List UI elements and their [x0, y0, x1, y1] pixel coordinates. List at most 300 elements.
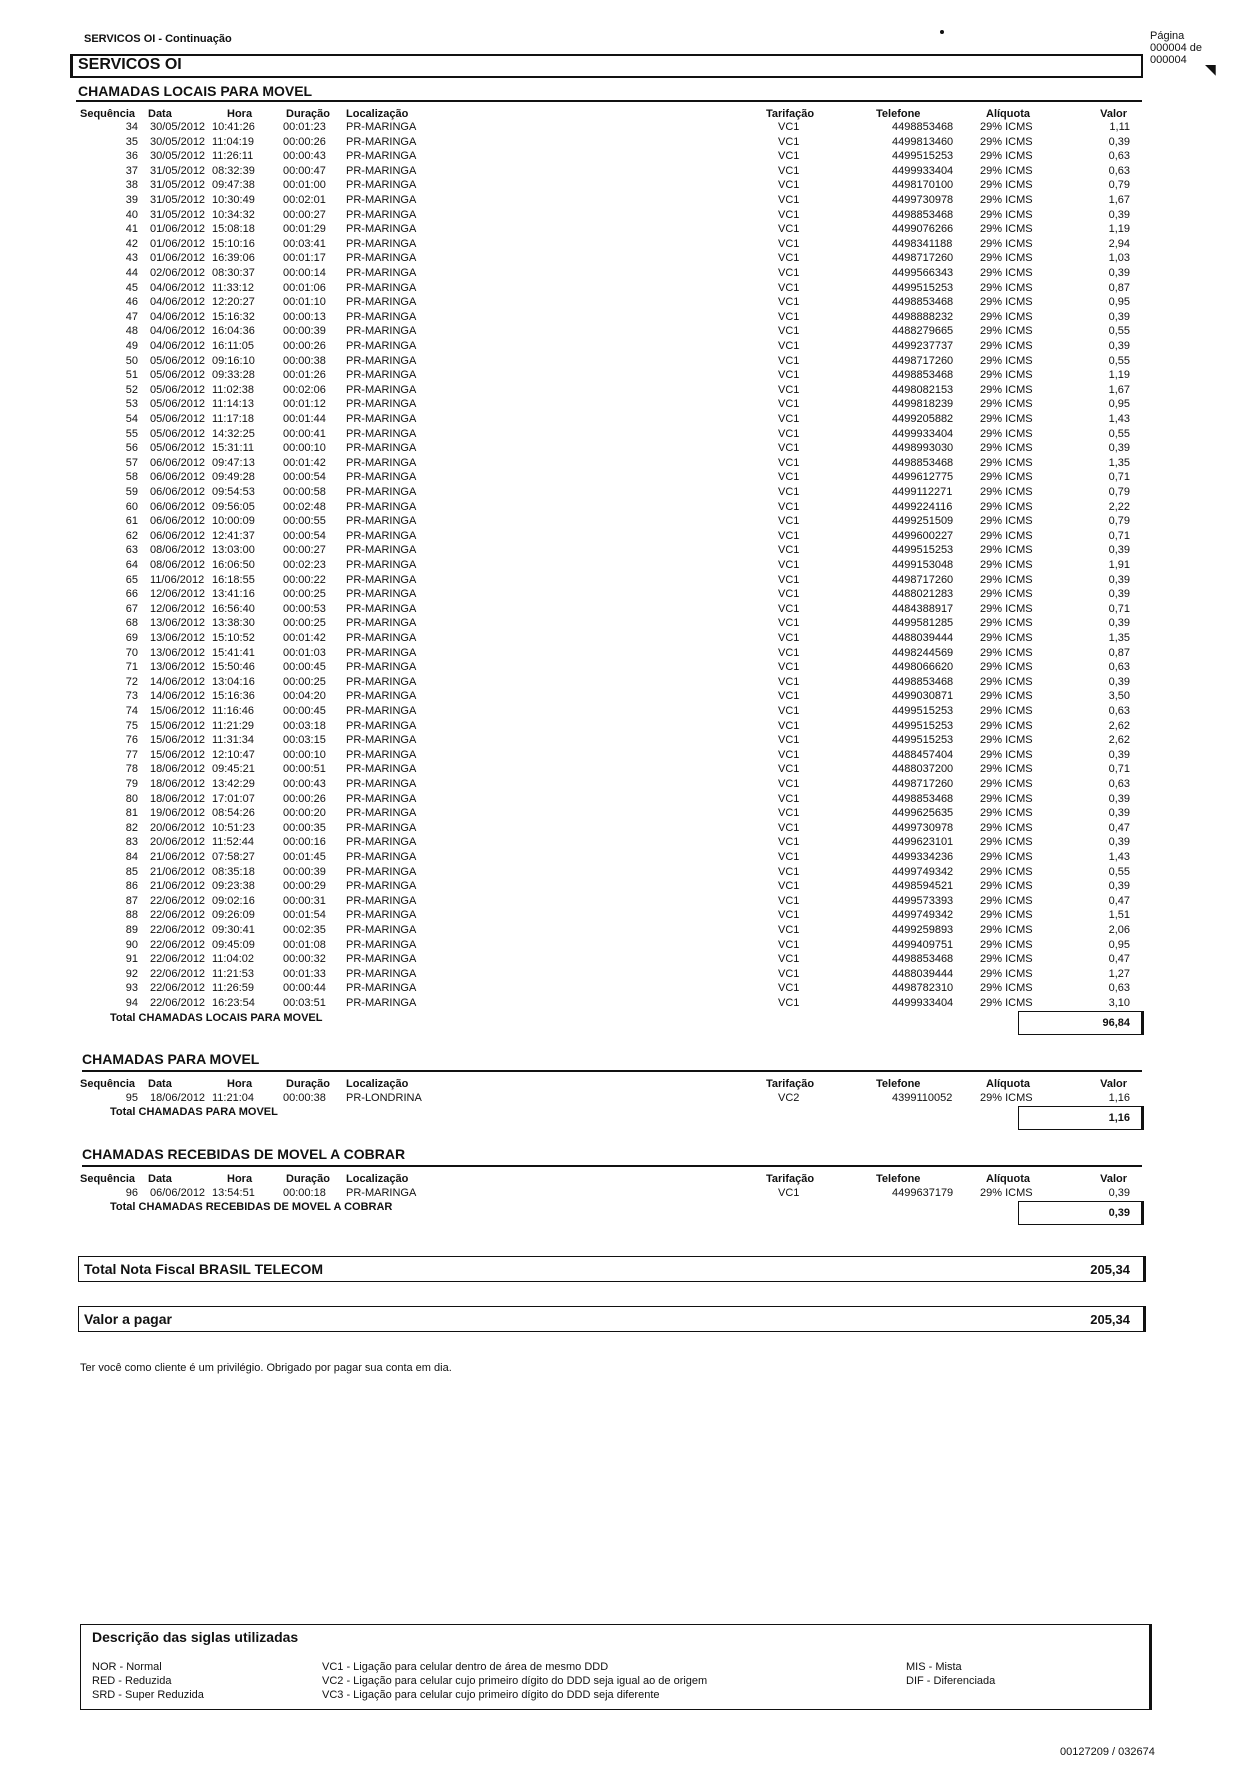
date-cell: 04/06/2012: [150, 310, 206, 323]
tariff-cell: VC1: [778, 646, 800, 659]
total-value-movel: 1,16: [1108, 1112, 1130, 1124]
rate-cell: 29% ICMS: [980, 223, 1033, 236]
phone-cell: 4499515253: [892, 705, 954, 717]
duration-cell: 00:00:35: [283, 821, 326, 834]
legend-item: MIS - Mista: [906, 1661, 962, 1673]
duration-cell: 00:00:39: [283, 325, 326, 338]
duration-cell: 00:00:16: [283, 836, 326, 849]
date-cell: 30/05/2012: [150, 121, 206, 133]
date-cell: 31/05/2012: [150, 194, 206, 206]
seq-cell: 48: [125, 325, 138, 338]
thanks-message: Ter você como cliente é um privilégio. Obrigado por pagar sua conta em dia.: [80, 1362, 452, 1374]
value-cell: 0,63: [1108, 661, 1130, 674]
seq-cell: 41: [125, 223, 138, 236]
table-row: [0, 165, 1252, 177]
column-header-duration: Duração: [286, 1173, 331, 1185]
phone-cell: 4499224116: [892, 500, 953, 513]
tariff-cell: VC1: [778, 164, 800, 177]
rate-cell: 29% ICMS: [980, 442, 1033, 455]
seq-cell: 47: [125, 310, 138, 323]
legend-col-calltypes: [322, 1660, 707, 1702]
time-cell: 15:08:18: [212, 223, 255, 236]
date-cell: 15/06/2012: [150, 748, 206, 761]
total-label-locais: Total CHAMADAS LOCAIS PARA MOVEL: [110, 1012, 323, 1024]
value-cell: 1,91: [1108, 559, 1130, 571]
duration-cell: 00:01:00: [283, 179, 326, 192]
value-cell: 0,39: [1108, 340, 1130, 352]
value-cell: 0,55: [1108, 325, 1130, 338]
value-cell: 0,95: [1108, 398, 1130, 411]
value-cell: 1,67: [1108, 383, 1130, 396]
location-cell: PR-MARINGA: [346, 369, 417, 382]
table-row: [0, 121, 1252, 133]
tariff-cell: VC1: [778, 836, 800, 849]
phone-cell: 4498782310: [892, 982, 954, 995]
phone-cell: 4499625635: [892, 807, 954, 820]
table-row: [0, 530, 1252, 542]
time-cell: 16:56:40: [212, 602, 255, 615]
phone-cell: 4499515253: [892, 734, 954, 747]
phone-cell: 4499933404: [892, 427, 954, 440]
phone-cell: 4399110052: [892, 1092, 953, 1104]
table-row: [0, 384, 1252, 396]
date-cell: 18/06/2012: [150, 763, 206, 776]
phone-cell: 4499813460: [892, 135, 954, 148]
duration-cell: 00:00:45: [283, 705, 326, 717]
phone-cell: 4499205882: [892, 413, 954, 425]
duration-cell: 00:02:01: [283, 194, 326, 206]
total-value-recebidas: 0,39: [1108, 1207, 1130, 1219]
value-cell: 0,79: [1108, 515, 1130, 528]
tariff-cell: VC1: [778, 252, 800, 265]
location-cell: PR-MARINGA: [346, 208, 417, 221]
seq-cell: 36: [125, 150, 138, 163]
date-cell: 06/06/2012: [150, 1187, 206, 1199]
value-cell: 0,39: [1108, 208, 1130, 221]
date-cell: 04/06/2012: [150, 281, 206, 294]
date-cell: 06/06/2012: [150, 471, 206, 484]
rate-cell: 29% ICMS: [980, 500, 1033, 513]
tariff-cell: VC1: [778, 967, 800, 980]
date-cell: 31/05/2012: [150, 164, 206, 177]
tariff-cell: VC1: [778, 792, 800, 805]
date-cell: 11/06/2012: [150, 573, 205, 586]
time-cell: 09:45:09: [212, 938, 255, 951]
value-cell: 0,47: [1108, 821, 1130, 834]
time-cell: 07:58:27: [212, 851, 255, 863]
table-row: [0, 909, 1252, 921]
table-row: [0, 836, 1252, 848]
location-cell: PR-MARINGA: [346, 807, 417, 820]
column-header-tariff: Tarifação: [766, 1078, 815, 1090]
date-cell: 22/06/2012: [150, 938, 206, 951]
phone-cell: 4499076266: [892, 223, 954, 236]
service-title-box: [70, 54, 1143, 78]
tariff-cell: VC1: [778, 194, 800, 206]
location-cell: PR-MARINGA: [346, 719, 417, 732]
rate-cell: 29% ICMS: [980, 237, 1033, 250]
date-cell: 05/06/2012: [150, 383, 206, 396]
duration-cell: 00:00:25: [283, 617, 326, 630]
phone-cell: 4499818239: [892, 398, 954, 411]
time-cell: 16:06:50: [212, 559, 255, 571]
location-cell: PR-LONDRINA: [346, 1092, 422, 1104]
duration-cell: 00:00:10: [283, 748, 326, 761]
seq-cell: 78: [125, 763, 138, 776]
table-row: [0, 763, 1252, 775]
location-cell: PR-MARINGA: [346, 880, 417, 893]
seq-cell: 70: [125, 646, 138, 659]
seq-cell: 86: [125, 880, 138, 893]
tariff-cell: VC1: [778, 734, 800, 747]
time-cell: 09:02:16: [212, 894, 255, 907]
location-cell: PR-MARINGA: [346, 821, 417, 834]
column-header-time: Hora: [227, 1173, 253, 1185]
page-total: 000004: [1150, 54, 1187, 66]
tariff-cell: VC1: [778, 471, 800, 484]
location-cell: PR-MARINGA: [346, 296, 417, 309]
date-cell: 22/06/2012: [150, 997, 206, 1009]
rate-cell: 29% ICMS: [980, 617, 1033, 630]
column-header-row: [0, 1173, 1252, 1185]
location-cell: PR-MARINGA: [346, 500, 417, 513]
value-cell: 1,19: [1108, 369, 1130, 382]
time-cell: 13:42:29: [212, 778, 255, 790]
arrow-icon: ◥: [1205, 61, 1216, 77]
location-cell: PR-MARINGA: [346, 924, 417, 936]
value-cell: 0,39: [1108, 880, 1130, 893]
tariff-cell: VC1: [778, 427, 800, 440]
table-row: [0, 851, 1252, 863]
seq-cell: 43: [125, 252, 138, 265]
value-cell: 0,63: [1108, 705, 1130, 717]
rate-cell: 29% ICMS: [980, 734, 1033, 747]
value-cell: 1,11: [1109, 121, 1130, 133]
duration-cell: 00:01:29: [283, 223, 326, 236]
phone-cell: 4498853468: [892, 296, 954, 309]
tariff-cell: VC1: [778, 179, 800, 192]
date-cell: 22/06/2012: [150, 909, 206, 922]
legend-item: DIF - Diferenciada: [906, 1675, 996, 1687]
section-rule: [82, 1165, 1142, 1167]
location-cell: PR-MARINGA: [346, 573, 417, 586]
phone-cell: 4498993030: [892, 442, 954, 455]
phone-cell: 4498717260: [892, 252, 954, 265]
duration-cell: 00:01:44: [283, 413, 326, 425]
seq-cell: 89: [125, 924, 138, 936]
seq-cell: 79: [125, 778, 138, 790]
duration-cell: 00:00:25: [283, 588, 326, 601]
column-header-seq: Sequência: [80, 1173, 136, 1185]
duration-cell: 00:02:35: [283, 924, 326, 936]
value-cell: 0,39: [1108, 544, 1130, 557]
rate-cell: 29% ICMS: [980, 894, 1033, 907]
time-cell: 13:38:30: [212, 617, 255, 630]
location-cell: PR-MARINGA: [346, 588, 417, 601]
time-cell: 15:50:46: [212, 661, 255, 674]
rate-cell: 29% ICMS: [980, 602, 1033, 615]
legend-col-other: [906, 1660, 995, 1688]
rate-cell: 29% ICMS: [980, 471, 1033, 484]
rate-cell: 29% ICMS: [980, 252, 1033, 265]
phone-cell: 4498853468: [892, 369, 954, 382]
rate-cell: 29% ICMS: [980, 792, 1033, 805]
seq-cell: 76: [125, 734, 138, 747]
rate-cell: 29% ICMS: [980, 515, 1033, 528]
time-cell: 16:04:36: [212, 325, 255, 338]
rate-cell: 29% ICMS: [980, 486, 1033, 498]
time-cell: 16:23:54: [212, 997, 255, 1009]
location-cell: PR-MARINGA: [346, 997, 417, 1009]
duration-cell: 00:00:32: [283, 953, 326, 966]
seq-cell: 59: [125, 486, 138, 498]
table-row: [0, 866, 1252, 878]
rate-cell: 29% ICMS: [980, 880, 1033, 893]
column-header-phone: Telefone: [876, 108, 921, 120]
page-label: Página: [1150, 30, 1185, 42]
rate-cell: 29% ICMS: [980, 836, 1033, 849]
phone-cell: 4498717260: [892, 778, 954, 790]
location-cell: PR-MARINGA: [346, 121, 417, 133]
table-row: [0, 953, 1252, 965]
value-cell: 0,79: [1108, 486, 1130, 498]
duration-cell: 00:00:31: [283, 894, 326, 907]
time-cell: 17:01:07: [212, 792, 255, 805]
value-cell: 1,16: [1108, 1092, 1130, 1104]
rate-cell: 29% ICMS: [980, 427, 1033, 440]
location-cell: PR-MARINGA: [346, 471, 417, 484]
seq-cell: 40: [125, 208, 138, 221]
duration-cell: 00:00:54: [283, 471, 326, 484]
date-cell: 21/06/2012: [150, 880, 206, 893]
seq-cell: 51: [125, 369, 138, 382]
duration-cell: 00:00:41: [283, 427, 326, 440]
tariff-cell: VC1: [778, 690, 800, 703]
time-cell: 09:49:28: [212, 471, 255, 484]
phone-cell: 4499573393: [892, 894, 954, 907]
table-row: [0, 252, 1252, 264]
date-cell: 15/06/2012: [150, 734, 206, 747]
seq-cell: 73: [125, 690, 138, 703]
duration-cell: 00:03:41: [283, 237, 326, 250]
value-cell: 0,63: [1108, 150, 1130, 163]
seq-cell: 50: [125, 354, 138, 367]
duration-cell: 00:00:44: [283, 982, 326, 995]
rate-cell: 29% ICMS: [980, 150, 1033, 163]
rate-cell: 29% ICMS: [980, 354, 1033, 367]
duration-cell: 00:00:43: [283, 150, 326, 163]
tariff-cell: VC1: [778, 778, 800, 790]
seq-cell: 35: [125, 135, 138, 148]
rate-cell: 29% ICMS: [980, 383, 1033, 396]
rate-cell: 29% ICMS: [980, 296, 1033, 309]
rate-cell: 29% ICMS: [980, 135, 1033, 148]
time-cell: 10:30:49: [212, 194, 255, 206]
time-cell: 12:20:27: [212, 296, 255, 309]
location-cell: PR-MARINGA: [346, 792, 417, 805]
date-cell: 12/06/2012: [150, 602, 206, 615]
rate-cell: 29% ICMS: [980, 369, 1033, 382]
table-row: [0, 282, 1252, 294]
date-cell: 04/06/2012: [150, 340, 206, 352]
time-cell: 11:04:02: [212, 953, 255, 966]
time-cell: 10:51:23: [212, 821, 255, 834]
rate-cell: 29% ICMS: [980, 938, 1033, 951]
rate-cell: 29% ICMS: [980, 646, 1033, 659]
date-cell: 06/06/2012: [150, 456, 206, 469]
legend-item: VC2 - Ligação para celular cujo primeiro dígito do DDD seja igual ao de origem: [322, 1675, 708, 1687]
rate-cell: 29% ICMS: [980, 997, 1033, 1009]
rate-cell: 29% ICMS: [980, 851, 1033, 863]
date-cell: 01/06/2012: [150, 223, 206, 236]
seq-cell: 62: [125, 529, 138, 542]
time-cell: 13:03:00: [212, 544, 255, 557]
phone-cell: 4488021283: [892, 588, 954, 601]
value-cell: 0,79: [1108, 179, 1130, 192]
rate-cell: 29% ICMS: [980, 675, 1033, 688]
table-row: [0, 428, 1252, 440]
phone-cell: 4499515253: [892, 281, 954, 294]
table-row: [0, 267, 1252, 279]
time-cell: 13:04:16: [212, 675, 255, 688]
date-cell: 05/06/2012: [150, 427, 206, 440]
tariff-cell: VC2: [778, 1092, 800, 1104]
time-cell: 09:47:38: [212, 179, 255, 192]
location-cell: PR-MARINGA: [346, 150, 417, 163]
column-header-time: Hora: [227, 1078, 253, 1090]
date-cell: 15/06/2012: [150, 719, 206, 732]
column-header-phone: Telefone: [876, 1078, 921, 1090]
rate-cell: 29% ICMS: [980, 632, 1033, 644]
tariff-cell: VC1: [778, 515, 800, 528]
tariff-cell: VC1: [778, 1187, 800, 1199]
rate-cell: 29% ICMS: [980, 208, 1033, 221]
phone-cell: 4498066620: [892, 661, 954, 674]
tariff-cell: VC1: [778, 150, 800, 163]
tariff-cell: VC1: [778, 719, 800, 732]
phone-cell: 4498082153: [892, 383, 954, 396]
tariff-cell: VC1: [778, 340, 800, 352]
time-cell: 16:18:55: [212, 573, 255, 586]
table-row: [0, 311, 1252, 323]
date-cell: 22/06/2012: [150, 967, 206, 980]
tariff-cell: VC1: [778, 413, 800, 425]
tariff-cell: VC1: [778, 121, 800, 133]
table-row: [0, 340, 1252, 352]
rate-cell: 29% ICMS: [980, 821, 1033, 834]
calls-table-movel: [0, 1092, 1252, 1106]
phone-cell: 4499515253: [892, 150, 954, 163]
table-row: [0, 676, 1252, 688]
legend-item: VC1 - Ligação para celular dentro de área de mesmo DDD: [322, 1661, 609, 1673]
location-cell: PR-MARINGA: [346, 442, 417, 455]
location-cell: PR-MARINGA: [346, 413, 417, 425]
column-header-date: Data: [148, 1078, 172, 1090]
table-row: [0, 705, 1252, 717]
value-cell: 0,39: [1108, 617, 1130, 630]
table-row: [0, 238, 1252, 250]
phone-cell: 4498594521: [892, 880, 954, 893]
location-cell: PR-MARINGA: [346, 734, 417, 747]
time-cell: 11:26:59: [212, 982, 255, 995]
seq-cell: 71: [125, 661, 138, 674]
valor-pagar-label: Valor a pagar: [84, 1311, 172, 1327]
rate-cell: 29% ICMS: [980, 529, 1033, 542]
tariff-cell: VC1: [778, 632, 800, 644]
rate-cell: 29% ICMS: [980, 413, 1033, 425]
date-cell: 14/06/2012: [150, 675, 206, 688]
time-cell: 11:52:44: [212, 836, 255, 849]
duration-cell: 00:00:29: [283, 880, 326, 893]
seq-cell: 80: [125, 792, 138, 805]
table-row: [0, 997, 1252, 1009]
rate-cell: 29% ICMS: [980, 588, 1033, 601]
date-cell: 18/06/2012: [150, 778, 206, 790]
location-cell: PR-MARINGA: [346, 267, 417, 279]
value-cell: 0,71: [1108, 529, 1130, 542]
table-row: [0, 588, 1252, 600]
seq-cell: 84: [125, 851, 138, 863]
duration-cell: 00:01:54: [283, 909, 326, 922]
date-cell: 22/06/2012: [150, 894, 206, 907]
location-cell: PR-MARINGA: [346, 559, 417, 571]
phone-cell: 4499730978: [892, 821, 954, 834]
total-value-locais: 96,84: [1102, 1017, 1130, 1029]
section-rule: [82, 1070, 1142, 1072]
duration-cell: 00:01:06: [283, 281, 326, 294]
duration-cell: 00:00:26: [283, 135, 326, 148]
phone-cell: 4498170100: [892, 179, 954, 192]
value-cell: 0,55: [1108, 354, 1130, 367]
location-cell: PR-MARINGA: [346, 851, 417, 863]
seq-cell: 54: [125, 413, 138, 425]
location-cell: PR-MARINGA: [346, 194, 417, 206]
duration-cell: 00:00:39: [283, 865, 326, 878]
date-cell: 15/06/2012: [150, 705, 206, 717]
date-cell: 13/06/2012: [150, 646, 206, 659]
value-cell: 0,39: [1108, 748, 1130, 761]
section-title-movel: CHAMADAS PARA MOVEL: [82, 1051, 260, 1067]
tariff-cell: VC1: [778, 573, 800, 586]
time-cell: 12:10:47: [212, 748, 255, 761]
tariff-cell: VC1: [778, 559, 800, 571]
date-cell: 20/06/2012: [150, 821, 206, 834]
duration-cell: 00:00:58: [283, 486, 326, 498]
tariff-cell: VC1: [778, 267, 800, 279]
value-cell: 0,63: [1108, 164, 1130, 177]
table-row: [0, 457, 1252, 469]
column-header-location: Localização: [346, 1173, 409, 1185]
column-header-seq: Sequência: [80, 108, 136, 120]
time-cell: 15:31:11: [212, 442, 255, 455]
date-cell: 19/06/2012: [150, 807, 206, 820]
seq-cell: 90: [125, 938, 138, 951]
rate-cell: 29% ICMS: [980, 865, 1033, 878]
duration-cell: 00:00:47: [283, 164, 326, 177]
column-header-value: Valor: [1100, 1173, 1127, 1185]
phone-cell: 4499600227: [892, 529, 954, 542]
total-nf-value: 205,34: [1090, 1262, 1130, 1277]
tariff-cell: VC1: [778, 500, 800, 513]
total-label-recebidas: Total CHAMADAS RECEBIDAS DE MOVEL A COBRAR: [110, 1201, 393, 1213]
value-cell: 0,95: [1108, 938, 1130, 951]
calls-table-recebidas: [0, 1187, 1252, 1201]
table-row: [0, 734, 1252, 746]
phone-cell: 4484388917: [892, 602, 954, 615]
location-cell: PR-MARINGA: [346, 836, 417, 849]
phone-cell: 4499933404: [892, 164, 954, 177]
seq-cell: 63: [125, 544, 138, 557]
